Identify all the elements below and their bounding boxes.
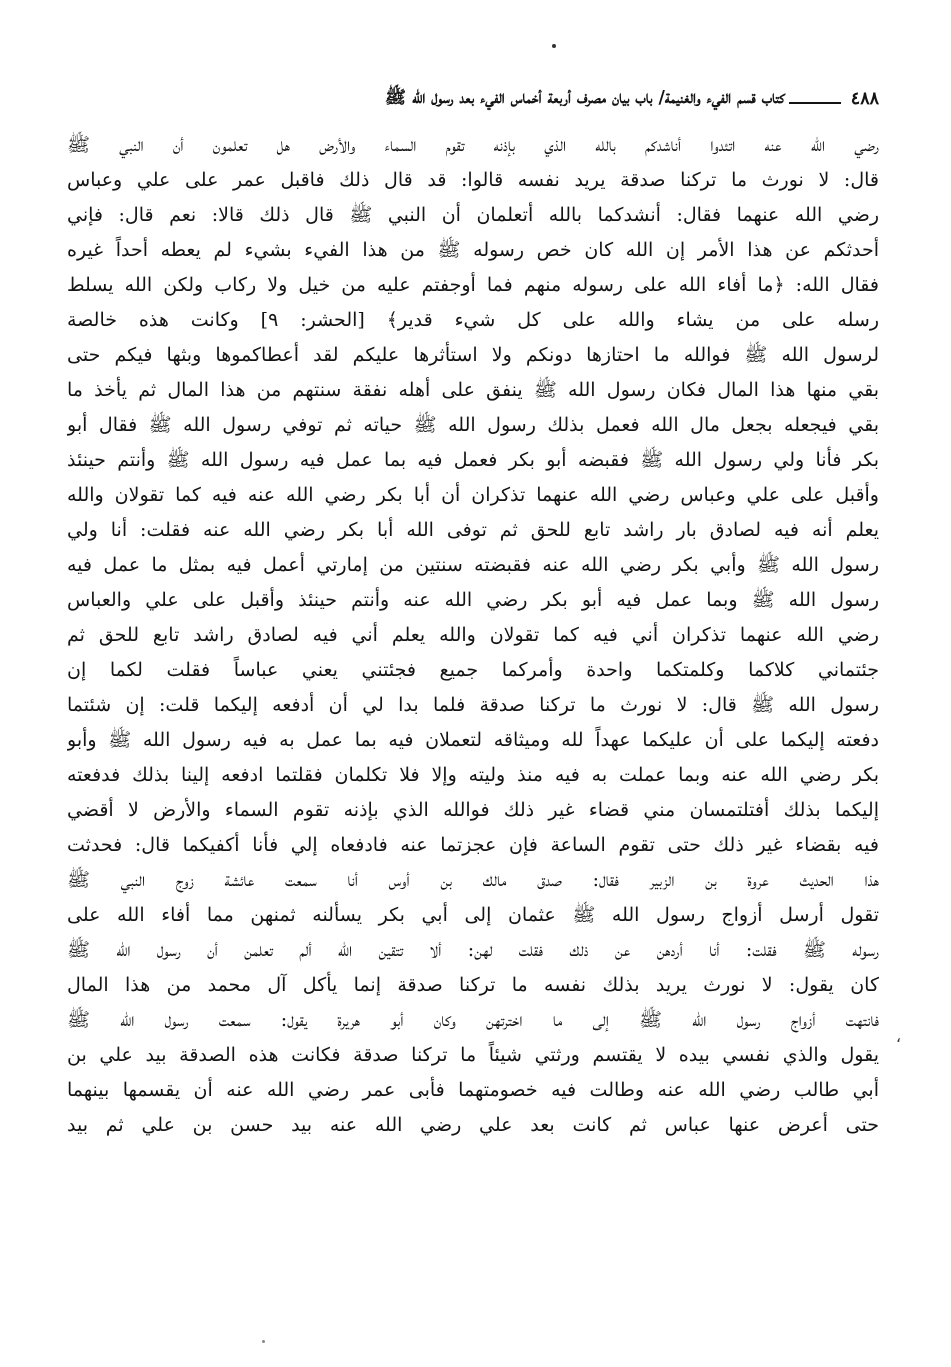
text-line: بكر رضي الله عنه وبما عملت به فيه منذ وليته وإلا فلا تكلمان فقلتما ادفعه إلينا بذلك فدفعته — [67, 764, 879, 786]
text-line: أحدثكم عن هذا الأمر إن الله كان خص رسوله ﷺ من هذا الفيء بشيء لم يعطه أحداً غيره — [67, 239, 879, 261]
text-line: إليكما بذلك أفتلتمسان مني قضاء غير ذلك فوالله الذي بإذنه تقوم السماء والأرض لا أقضي — [67, 799, 879, 821]
running-header — [70, 82, 879, 116]
text-line: بكر فأنا ولي رسول الله ﷺ فقبضه أبو بكر فعمل فيه بما عمل فيه رسول الله ﷺ وأنتم حينئذ — [67, 449, 879, 471]
text-line: رسول الله ﷺ قال: لا نورث ما تركنا صدقة فلما بدا لي أن أدفعه إليكما قلت: إن شئتما — [67, 694, 879, 716]
text-line: رسول الله ﷺ وأبي بكر رضي الله عنه فقبضته سنتين من إمارتي أعمل فيه بمثل ما عمل فيه — [67, 554, 879, 576]
text-line: رسوله ﷺ فقلت: أنا أردهن عن ذلك فقلت لهن: ألا تتقين الله ألم تعلمن أن رسول الله ﷺ — [67, 939, 879, 961]
text-line: كان يقول: لا نورث يريد بذلك نفسه ما تركنا صدقة إنما يأكل آل محمد من هذا المال — [67, 974, 879, 996]
text-line: تقول أرسل أزواج رسول الله ﷺ عثمان إلى أبي بكر يسألنه ثمنهن مما أفاء الله على — [67, 904, 879, 926]
page-dot-mark — [552, 44, 556, 48]
body-text — [67, 128, 879, 1143]
text-line: رسله على من يشاء والله على كل شيء قدير﴾ [الحشر: ٩] وكانت هذه خالصة — [67, 309, 879, 331]
page-number: ٤٨٨ — [850, 89, 879, 109]
header-rule — [789, 102, 841, 104]
text-line: لرسول الله ﷺ فوالله ما احتازها دونكم ولا استأثرها عليكم لقد أعطاكموها وبثها فيكم حتى — [67, 344, 879, 366]
text-line: بقي منها هذا المال فكان رسول الله ﷺ ينفق على أهله نفقة سنتهم من هذا المال ثم يأخذ ما — [67, 379, 879, 401]
text-line: جئتماني كلاكما وكلمتكما واحدة وأمركما جميع فجئتني يعني عباساً فقلت لكما إن — [67, 659, 879, 681]
text-line: حتى أعرض عنها عباس ثم كانت بعد علي رضي الله عنه بيد حسن بن علي ثم بيد — [67, 1114, 879, 1136]
text-line: دفعته إليكما على أن عليكما عهداً لله وميثاقه لتعملان فيه بما عمل به فيه رسول الله ﷺ وأبو — [67, 729, 879, 751]
bottom-dot-mark — [262, 1340, 265, 1343]
text-line: رسول الله ﷺ وبما عمل فيه أبو بكر رضي الله عنه وأنتم حينئذ وأقبل على علي والعباس — [67, 589, 879, 611]
margin-mark: ، — [895, 1027, 901, 1046]
text-line: وأقبل على علي وعباس رضي الله عنهما تذكران أن أبا بكر رضي الله عنه فيه كما تقولان والله — [67, 484, 879, 506]
text-line: يعلم أنه فيه لصادق بار راشد تابع للحق ثم توفى الله أبا بكر رضي الله عنه فقلت: أنا ولي — [67, 519, 879, 541]
text-line: قال: لا نورث ما تركنا صدقة يريد نفسه قالوا: قد قال ذلك فاقبل عمر على علي وعباس — [67, 169, 879, 191]
text-line: رضي الله عنه اتئدوا أناشدكم بالله الذي بإذنه تقوم السماء والأرض هل تعلمون أن النبي ﷺ — [67, 134, 879, 156]
text-line: بقي فيجعله بجعل مال الله فعمل بذلك رسول الله ﷺ حياته ثم توفي رسول الله ﷺ فقال أبو — [67, 414, 879, 436]
text-line: رضي الله عنهما فقال: أنشدكما بالله أتعلمان أن النبي ﷺ قال ذلك قالا: نعم قال: فإني — [67, 204, 879, 226]
text-line: أبي طالب رضي الله عنه وطالت فيه خصومتهما فأبى عمر رضي الله عنه أن يقسمها بينهما — [67, 1079, 879, 1101]
text-line: فيه بقضاء غير ذلك حتى تقوم الساعة فإن عجزتما عنه فادفعاه إلي فأنا أكفيكما قال: فحدثت — [67, 834, 879, 856]
text-line: فانتهت أزواج رسول الله ﷺ إلى ما اخترتهن وكان أبو هريرة يقول: سمعت رسول الله ﷺ — [67, 1009, 879, 1031]
text-line: رضي الله عنهما تذكران أني فيه كما تقولان والله يعلم أني فيه لصادق راشد تابع للحق ثم — [67, 624, 879, 646]
text-line: فقال الله: ﴿ما أفاء الله على رسوله منهم فما أوجفتم عليه من خيل ولا ركاب ولكن الله يسلط — [67, 274, 879, 296]
text-line: هذا الحديث عروة بن الزبير فقال: صدق مالك بن أوس أنا سمعت عائشة زوج النبي ﷺ — [67, 869, 879, 891]
running-title: كتاب قسم الفيء والغنيمة/ باب بيان مصرف أربعة أخماس الفيء بعد رسول الله ﷺ — [384, 88, 785, 108]
text-line: يقول والذي نفسي بيده لا يقتسم ورثتي شيئاً ما تركنا صدقة فكانت هذه الصدقة بيد علي بن — [67, 1044, 879, 1066]
